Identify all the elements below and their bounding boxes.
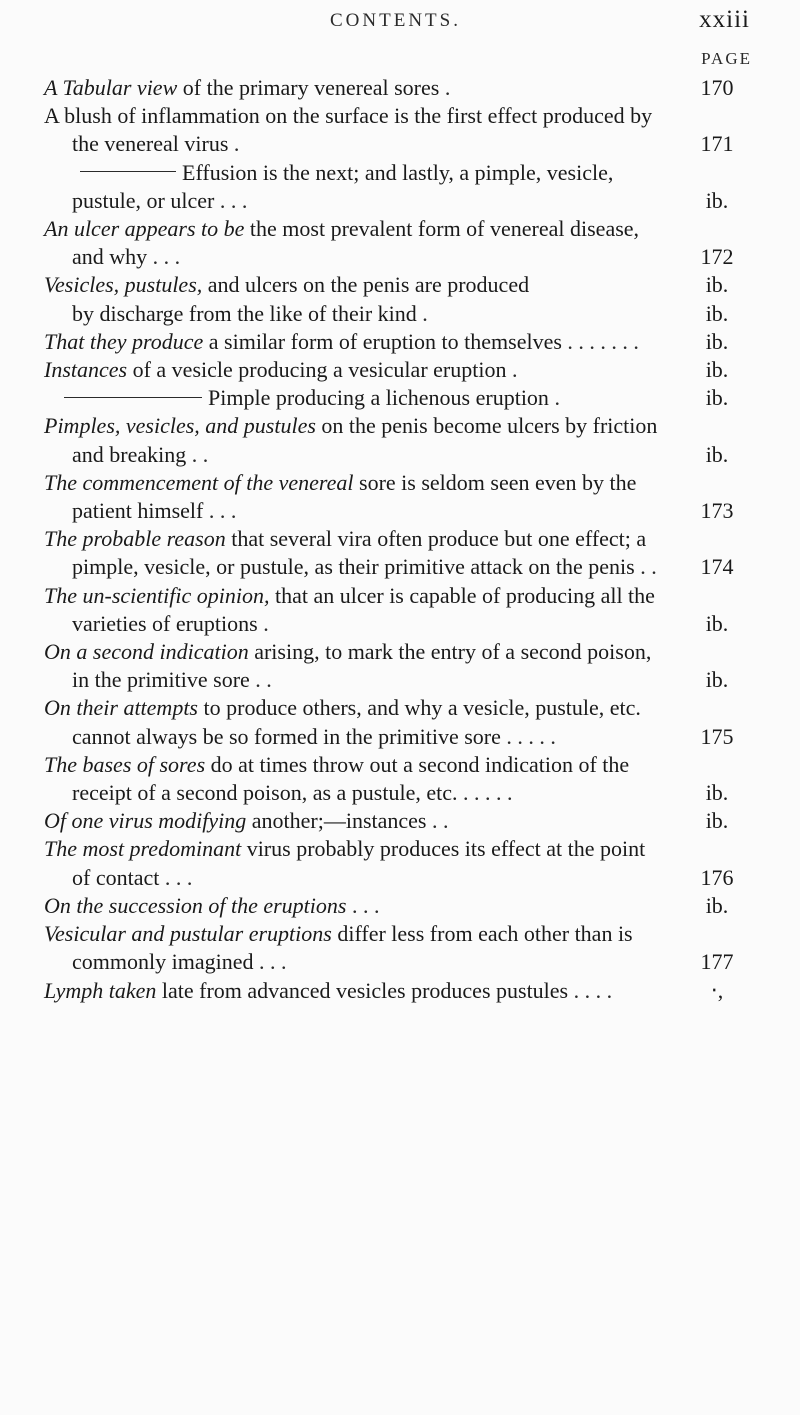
entry-italic: Of one virus modifying: [44, 808, 247, 834]
entry-leaders: . . . . . . .: [561, 328, 639, 354]
toc-entry: [44, 469, 762, 525]
entry-leaders: . . . .: [568, 977, 613, 1003]
entry-page: ib.: [705, 385, 729, 411]
entry-page: 170: [700, 75, 734, 100]
toc-entry: [44, 525, 762, 581]
entry-page: ib.: [705, 328, 729, 354]
entry-text: Effusion is the next; and lastly, a pimple, vesicle, pustule, or ulcer: [72, 159, 614, 213]
entry-text: a similar form of eruption to themselves: [203, 328, 562, 354]
entry-text: of the primary venereal sores: [177, 75, 440, 100]
toc-entry: [44, 920, 762, 976]
entry-page: ‧,: [710, 977, 724, 1003]
entry-italic: The un-scientific opinion,: [44, 582, 270, 608]
page-column-label: PAGE: [701, 49, 752, 68]
entry-text: arising, to mark the entry of a second poison, in the primitive sore: [72, 639, 652, 693]
entry-italic: Vesicular and pustular eruptions: [44, 921, 332, 947]
entry-italic: Lymph taken: [44, 977, 157, 1003]
toc-entry: [44, 412, 762, 468]
entry-italic: On their attempts: [44, 695, 198, 721]
toc-entry: [44, 102, 762, 158]
entry-page: ib.: [705, 300, 729, 326]
entry-text: Pimple producing a lichenous eruption: [208, 385, 549, 411]
entry-leaders: . . . . .: [500, 723, 556, 749]
entry-page: ib.: [705, 808, 729, 834]
entry-leaders: . .: [249, 667, 272, 693]
entry-text: to produce others, and why a vesicle, pustule, etc. cannot always be so formed in the primitive sore: [72, 695, 641, 749]
entry-text: do at times throw out a second indication of the receipt of a second poison, as a pustule, etc.: [72, 751, 630, 806]
entry-leaders: .: [257, 610, 269, 636]
entry-leaders: . .: [186, 441, 209, 467]
entry-italic: The bases of sores: [44, 751, 206, 777]
entry-text: and ulcers on the penis are produced: [202, 272, 530, 298]
entry-text: that an ulcer is capable of producing all the varieties of eruptions: [72, 582, 655, 636]
toc-entry: [44, 384, 762, 412]
toc-entry: [44, 271, 762, 299]
entry-page: 172: [700, 244, 734, 270]
entry-leaders: .: [439, 75, 451, 100]
entry-text: the most prevalent form of venereal disease, and why: [72, 216, 640, 270]
page-number: xxiii: [699, 6, 750, 33]
entry-italic: The probable reason: [44, 526, 226, 552]
entry-page: 177: [700, 949, 734, 975]
entry-text: differ less from each other than is commonly imagined: [72, 921, 633, 975]
running-head: [0, 0, 800, 40]
entry-page: 175: [700, 723, 734, 749]
entry-leaders: . . .: [203, 498, 237, 524]
entry-leaders: .: [548, 385, 560, 411]
entry-page: ib.: [705, 892, 729, 918]
entry-page: 171: [700, 131, 734, 157]
entry-text: A blush of inflammation on the surface is the first effect produced by the venereal virus: [44, 103, 653, 157]
toc-entry: [44, 328, 762, 356]
entry-text: by discharge from the like of their kind: [72, 300, 417, 326]
entry-page: ib.: [705, 187, 729, 213]
toc-entry: [44, 159, 762, 215]
entry-page: 173: [700, 498, 734, 524]
entry-leaders: .: [228, 131, 240, 157]
entry-leaders: . . .: [346, 892, 380, 918]
toc-entry: [44, 74, 762, 102]
toc-entry: [44, 215, 762, 271]
toc-entry: [44, 977, 762, 1005]
toc-entry: [44, 892, 762, 920]
entry-page: ib.: [705, 272, 729, 298]
ditto-rule: [64, 397, 202, 398]
toc-entry: [44, 694, 762, 750]
entry-text: on the penis become ulcers by friction and breaking: [72, 413, 658, 467]
toc-entry: [44, 356, 762, 384]
toc-entry: [44, 751, 762, 807]
entry-italic: A Tabular view: [44, 75, 178, 100]
entry-page: ib.: [705, 667, 729, 693]
entry-leaders: . . .: [253, 949, 287, 975]
entry-italic: Instances: [44, 357, 128, 383]
entry-text: sore is seldom seen even by the patient himself: [72, 469, 637, 524]
table-of-contents: [44, 74, 762, 1005]
toc-entry: [44, 807, 762, 835]
entry-page: ib.: [705, 610, 729, 636]
entry-page: ib.: [705, 780, 729, 806]
entry-leaders: . .: [426, 808, 449, 834]
entry-page: ib.: [705, 357, 729, 383]
ditto-rule: [80, 171, 176, 172]
entry-leaders: . . . . .: [457, 780, 513, 806]
toc-entry: [44, 582, 762, 638]
entry-italic: That they produce: [44, 328, 204, 354]
entry-italic: An ulcer appears to be: [44, 216, 245, 242]
toc-entry: [44, 835, 762, 891]
entry-italic: On a second indication: [44, 639, 249, 665]
entry-italic: Vesicles, pustules,: [44, 272, 203, 298]
entry-text: late from advanced vesicles produces pustules: [156, 977, 569, 1003]
section-title: CONTENTS.: [330, 10, 461, 31]
toc-entry: [44, 300, 762, 328]
entry-leaders: .: [506, 357, 518, 383]
toc-entry: [44, 638, 762, 694]
entry-leaders: . .: [634, 554, 657, 580]
entry-leaders: . . .: [147, 244, 181, 270]
entry-page: 176: [700, 864, 734, 890]
entry-page: 174: [700, 554, 734, 580]
entry-italic: On the succession of the eruptions: [44, 892, 347, 918]
entry-leaders: . . .: [214, 187, 248, 213]
entry-text: of a vesicle producing a vesicular eruption: [127, 357, 507, 383]
entry-italic: Pimples, vesicles, and pustules: [44, 413, 316, 439]
entry-text: that several vira often produce but one effect; a pimple, vesicle, or pustule, as their primitive attack on the penis: [72, 526, 647, 580]
entry-italic: The commencement of the venereal: [44, 469, 354, 495]
entry-leaders: . . .: [159, 864, 193, 890]
entry-leaders: .: [416, 300, 428, 326]
entry-text: another;—instances: [246, 808, 427, 834]
entry-page: ib.: [705, 441, 729, 467]
entry-italic: The most predominant: [44, 836, 242, 862]
entry-text: virus probably produces its effect at the point of contact: [72, 836, 646, 890]
